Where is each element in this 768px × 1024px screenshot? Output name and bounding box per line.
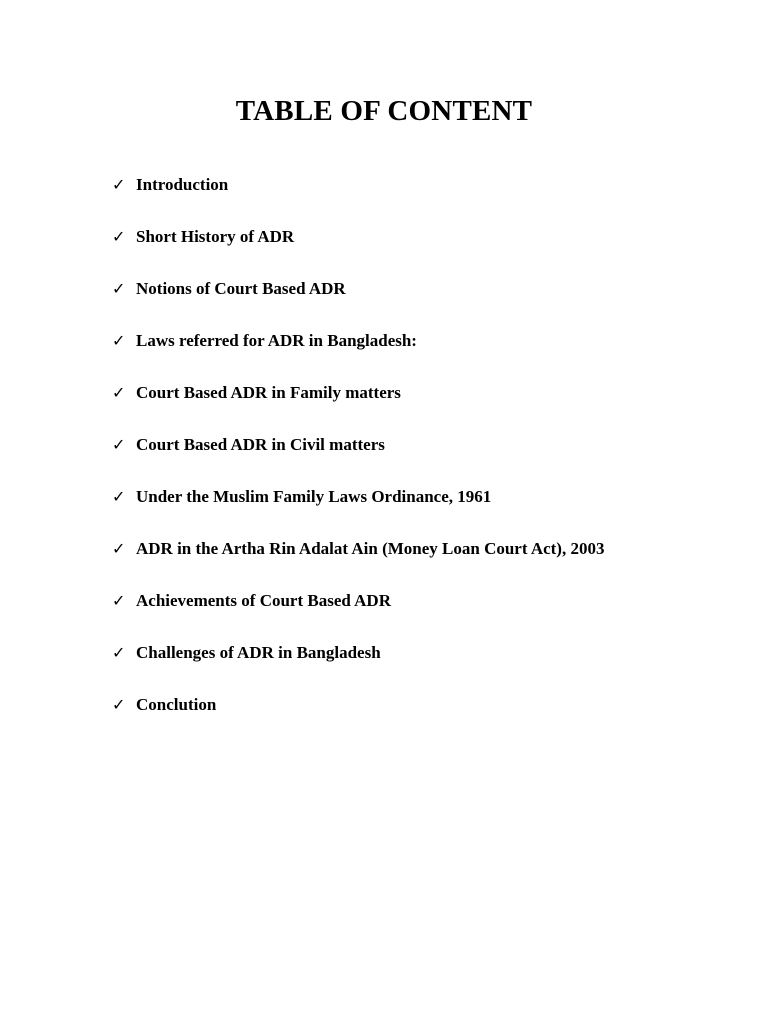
toc-item-label: Short History of ADR (136, 227, 295, 246)
table-of-contents-list (112, 172, 604, 744)
toc-item (112, 172, 604, 224)
toc-item (112, 484, 604, 536)
check-mark-icon: ✓ (112, 383, 126, 402)
check-mark-icon: ✓ (112, 435, 126, 454)
check-mark-icon: ✓ (112, 643, 126, 662)
toc-item-label: Under the Muslim Family Laws Ordinance, 1961 (136, 487, 492, 506)
check-mark-icon: ✓ (112, 331, 126, 350)
check-mark-icon: ✓ (112, 279, 126, 298)
check-mark-icon: ✓ (112, 591, 126, 610)
check-mark-icon: ✓ (112, 227, 126, 246)
toc-item-label: Laws referred for ADR in Bangladesh: (136, 331, 417, 350)
toc-item (112, 276, 604, 328)
page-title: TABLE OF CONTENT (235, 95, 533, 127)
toc-item (112, 328, 604, 380)
toc-item (112, 432, 604, 484)
toc-item-label: ADR in the Artha Rin Adalat Ain (Money Loan Court Act), 2003 (136, 539, 605, 558)
toc-item-label: Challenges of ADR in Bangladesh (136, 643, 381, 662)
toc-item-label: Court Based ADR in Family matters (136, 383, 401, 402)
toc-item-label: Conclution (136, 695, 217, 714)
toc-item (112, 640, 604, 692)
toc-item-label: Introduction (136, 175, 229, 194)
toc-item-label: Court Based ADR in Civil matters (136, 435, 385, 454)
toc-item (112, 588, 604, 640)
toc-item (112, 380, 604, 432)
toc-item (112, 224, 604, 276)
toc-item (112, 692, 604, 744)
toc-item (112, 536, 604, 588)
check-mark-icon: ✓ (112, 695, 126, 714)
toc-item-label: Notions of Court Based ADR (136, 279, 346, 298)
toc-item-label: Achievements of Court Based ADR (136, 591, 391, 610)
check-mark-icon: ✓ (112, 487, 126, 506)
check-mark-icon: ✓ (112, 175, 126, 194)
check-mark-icon: ✓ (112, 539, 126, 558)
